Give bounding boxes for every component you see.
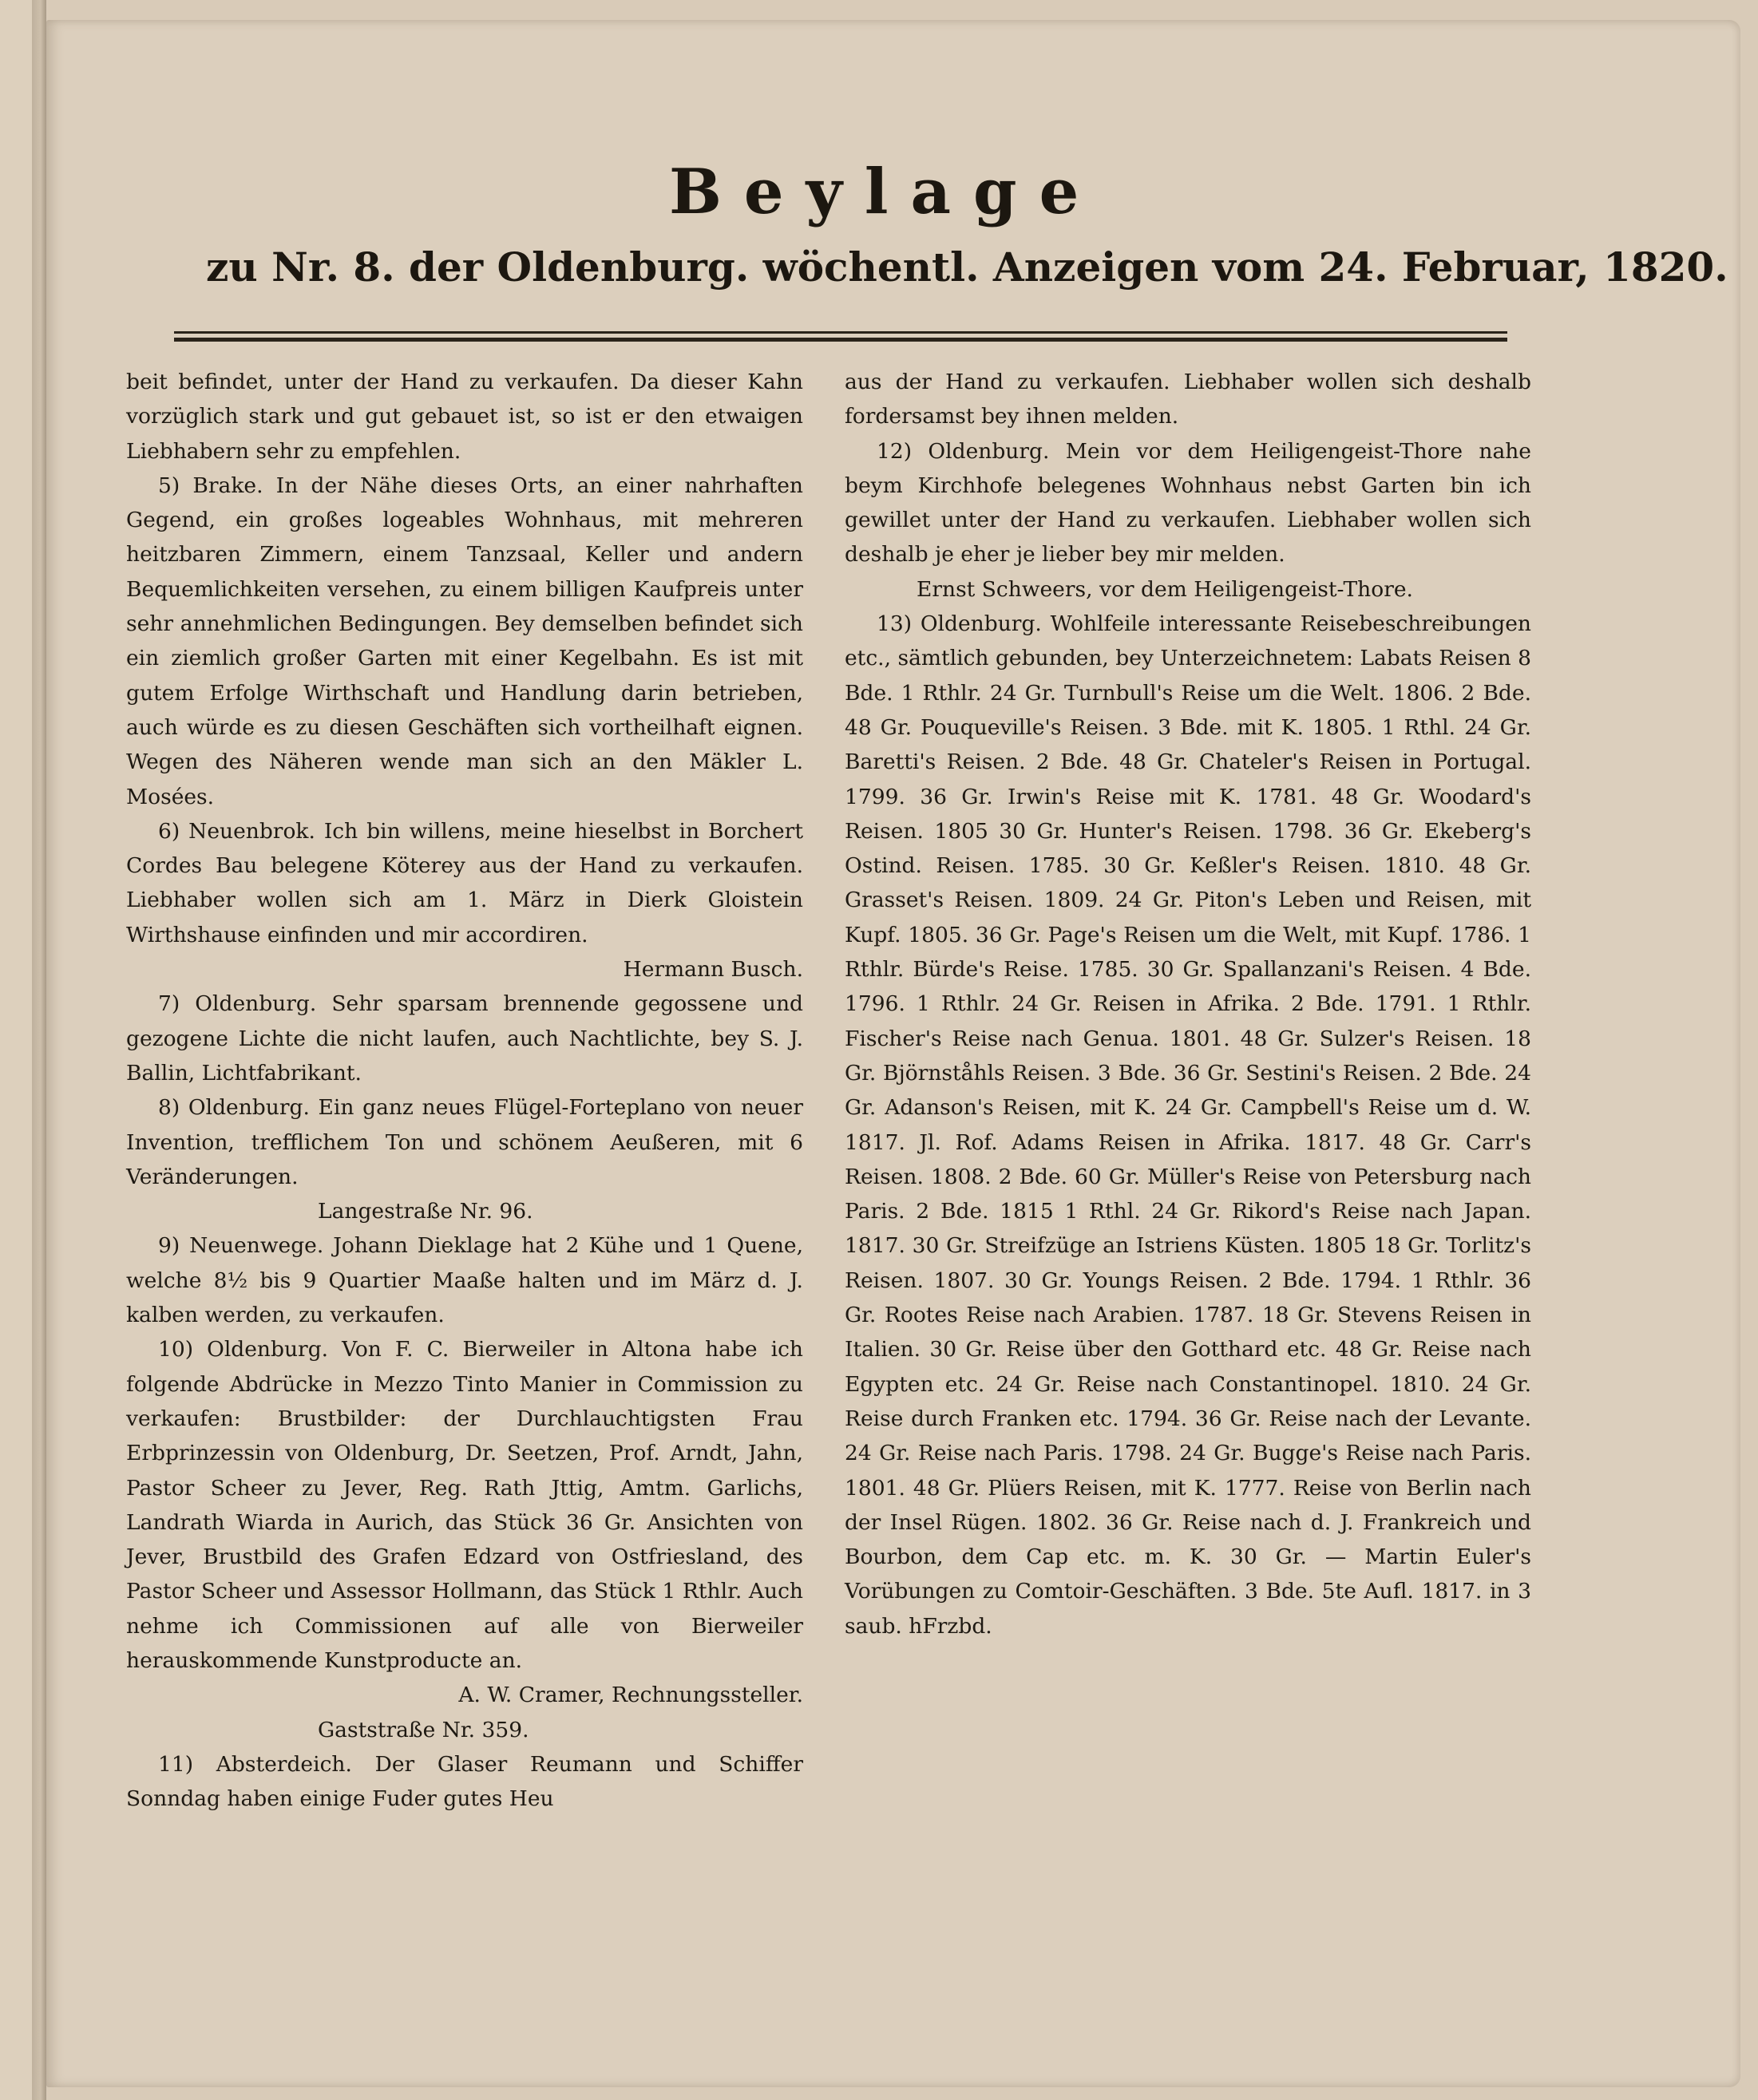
- advertisement-paragraph: beit befindet, unter der Hand zu verkaufen. Da dieser Kahn vorzüglich stark und gut gebauet ist, so ist er den etwaigen Liebhabern sehr zu empfehlen.: [126, 370, 803, 464]
- signature: Ernst Schweers, vor dem Heiligengeist-Thore.: [917, 576, 1413, 602]
- signature: Gaststraße Nr. 359.: [318, 1717, 529, 1742]
- advertisement-paragraph: 11) Absterdeich. Der Glaser Reumann und Schiffer Sonndag haben einige Fuder gutes Heu: [126, 1751, 803, 1812]
- left-column: [126, 365, 803, 1816]
- advertisement-paragraph: 6) Neuenbrok. Ich bin willens, meine hieselbst in Borchert Cordes Bau belegene Köterey aus der Hand zu verkaufen. Liebhaber wollen sich am 1. März in Dierk Gloistein Wirthshause einfinden und mir accordiren.: [126, 818, 803, 947]
- right-column: [845, 365, 1531, 1643]
- advertisement-paragraph: 8) Oldenburg. Ein ganz neues Flügel-Forteplano von neuer Invention, trefflichem Ton und schönem Aeußeren, mit 6 Veränderungen.: [126, 1095, 803, 1189]
- signature: A. W. Cramer, Rechnungssteller.: [458, 1683, 803, 1708]
- header-rule-thick: [174, 338, 1507, 342]
- previous-page-edge: [0, 0, 34, 2100]
- advertisement-paragraph: 10) Oldenburg. Von F. C. Bierweiler in Altona habe ich folgende Abdrücke in Mezzo Tinto Manier in Commission zu verkaufen: Brustbilder: der Durchlauchtigsten Frau Erbprinzessin von Oldenburg, Dr. Seetzen, Prof. Arndt, Jahn, Pastor Scheer zu Jever, Reg. Rath Jttig, Amtm. Garlichs, Landrath Wiarda in Aurich, das Stück 36 Gr. Ansichten von Jever, Brustbild des Grafen Edzard von Ostfriesland, des Pastor Scheer und Assessor Hollmann, das Stück 1 Rthlr. Auch nehme ich Commissionen auf alle von Bierweiler herauskommende Kunstproducte an.: [126, 1337, 803, 1673]
- page-subtitle: zu Nr. 8. der Oldenburg. wöchentl. Anzeigen vom 24. Februar, 1820.: [206, 243, 1728, 291]
- advertisement-paragraph: 7) Oldenburg. Sehr sparsam brennende gegossene und gezogene Lichte die nicht laufen, auch Nachtlichte, bey S. J. Ballin, Lichtfabrikant.: [126, 991, 803, 1086]
- advertisement-paragraph: 12) Oldenburg. Mein vor dem Heiligengeist-Thore nahe beym Kirchhofe belegenes Wohnhaus nebst Garten bin ich gewillet unter der Hand zu verkaufen. Liebhaber wollen sich deshalb je eher je lieber bey mir melden.: [845, 438, 1531, 568]
- signature: Hermann Busch.: [623, 957, 803, 983]
- signature: Langestraße Nr. 96.: [318, 1199, 533, 1224]
- advertisement-paragraph: aus der Hand zu verkaufen. Liebhaber wollen sich deshalb fordersamst bey ihnen melden.: [845, 370, 1531, 429]
- advertisement-paragraph: 9) Neuenwege. Johann Dieklage hat 2 Kühe und 1 Quene, welche 8½ bis 9 Quartier Maaße halten und im März d. J. kalben werden, zu verkaufen.: [126, 1233, 803, 1328]
- advertisement-paragraph: 5) Brake. In der Nähe dieses Orts, an einer nahrhaften Gegend, ein großes logeables Wohnhaus, mit mehreren heitzbaren Zimmern, einem Tanzsaal, Keller und andern Bequemlichkeiten versehen, zu einem billigen Kaufpreis unter sehr annehmlichen Bedingungen. Bey demselben befindet sich ein ziemlich großer Garten mit einer Kegelbahn. Es ist mit gutem Erfolge Wirthschaft und Handlung darin betrieben, auch würde es zu diesen Geschäften sich vortheilhaft eignen. Wegen des Näheren wende man sich an den Mäkler L. Mosées.: [126, 473, 803, 809]
- header-rule-thin: [174, 331, 1507, 334]
- book-spine: [32, 0, 46, 2100]
- advertisement-paragraph: 13) Oldenburg. Wohlfeile interessante Reisebeschreibungen etc., sämtlich gebunden, bey Unterzeichnetem: Labats Reisen 8 Bde. 1 Rthlr. 24 Gr. Turnbull's Reise um die Welt. 1806. 2 Bde. 48 Gr. Pouqueville's Reisen. 3 Bde. mit K. 1805. 1 Rthl. 24 Gr. Baretti's Reisen. 2 Bde. 48 Gr. Chateler's Reisen in Portugal. 1799. 36 Gr. Irwin's Reise mit K. 1781. 48 Gr. Woodard's Reisen. 1805 30 Gr. Hunter's Reisen. 1798. 36 Gr. Ekeberg's Ostind. Reisen. 1785. 30 Gr. Keßler's Reisen. 1810. 48 Gr. Grasset's Reisen. 1809. 24 Gr. Piton's Leben und Reisen, mit Kupf. 1805. 36 Gr. Page's Reisen um die Welt, mit Kupf. 1786. 1 Rthlr. Bürde's Reise. 1785. 30 Gr. Spallanzani's Reisen. 4 Bde. 1796. 1 Rthlr. 24 Gr. Reisen in Afrika. 2 Bde. 1791. 1 Rthlr. Fischer's Reise nach Genua. 1801. 48 Gr. Sulzer's Reisen. 18 Gr. Björnståhls Reisen. 3 Bde. 36 Gr. Sestini's Reisen. 2 Bde. 24 Gr. Adanson's Reisen, mit K. 24 Gr. Campbell's Reise um d. W. 1817. Jl. Rof. Adams Reisen in Afrika. 1817. 48 Gr. Carr's Reisen. 1808. 2 Bde. 60 Gr. Müller's Reise von Petersburg nach Paris. 2 Bde. 1815 1 Rthl. 24 Gr. Rikord's Reise nach Japan. 1817. 30 Gr. Streifzüge an Istriens Küsten. 1805 18 Gr. Torlitz's Reisen. 1807. 30 Gr. Youngs Reisen. 2 Bde. 1794. 1 Rthlr. 36 Gr. Rootes Reise nach Arabien. 1787. 18 Gr. Stevens Reisen in Italien. 30 Gr. Reise über den Gotthard etc. 48 Gr. Reise nach Egypten etc. 24 Gr. Reise nach Constantinopel. 1810. 24 Gr. Reise durch Franken etc. 1794. 36 Gr. Reise nach der Levante. 24 Gr. Reise nach Paris. 1798. 24 Gr. Bugge's Reise nach Paris. 1801. 48 Gr. Plüers Reisen, mit K. 1777. Reise von Berlin nach der Insel Rügen. 1802. 36 Gr. Reise nach d. J. Frankreich und Bourbon, dem Cap etc. m. K. 30 Gr. — Martin Euler's Vorübungen zu Comtoir-Geschäften. 3 Bde. 5te Aufl. 1817. in 3 saub. hFrzbd.: [845, 611, 1531, 1639]
- page-title: Beylage: [669, 156, 1102, 228]
- newspaper-page: [46, 20, 1740, 2087]
